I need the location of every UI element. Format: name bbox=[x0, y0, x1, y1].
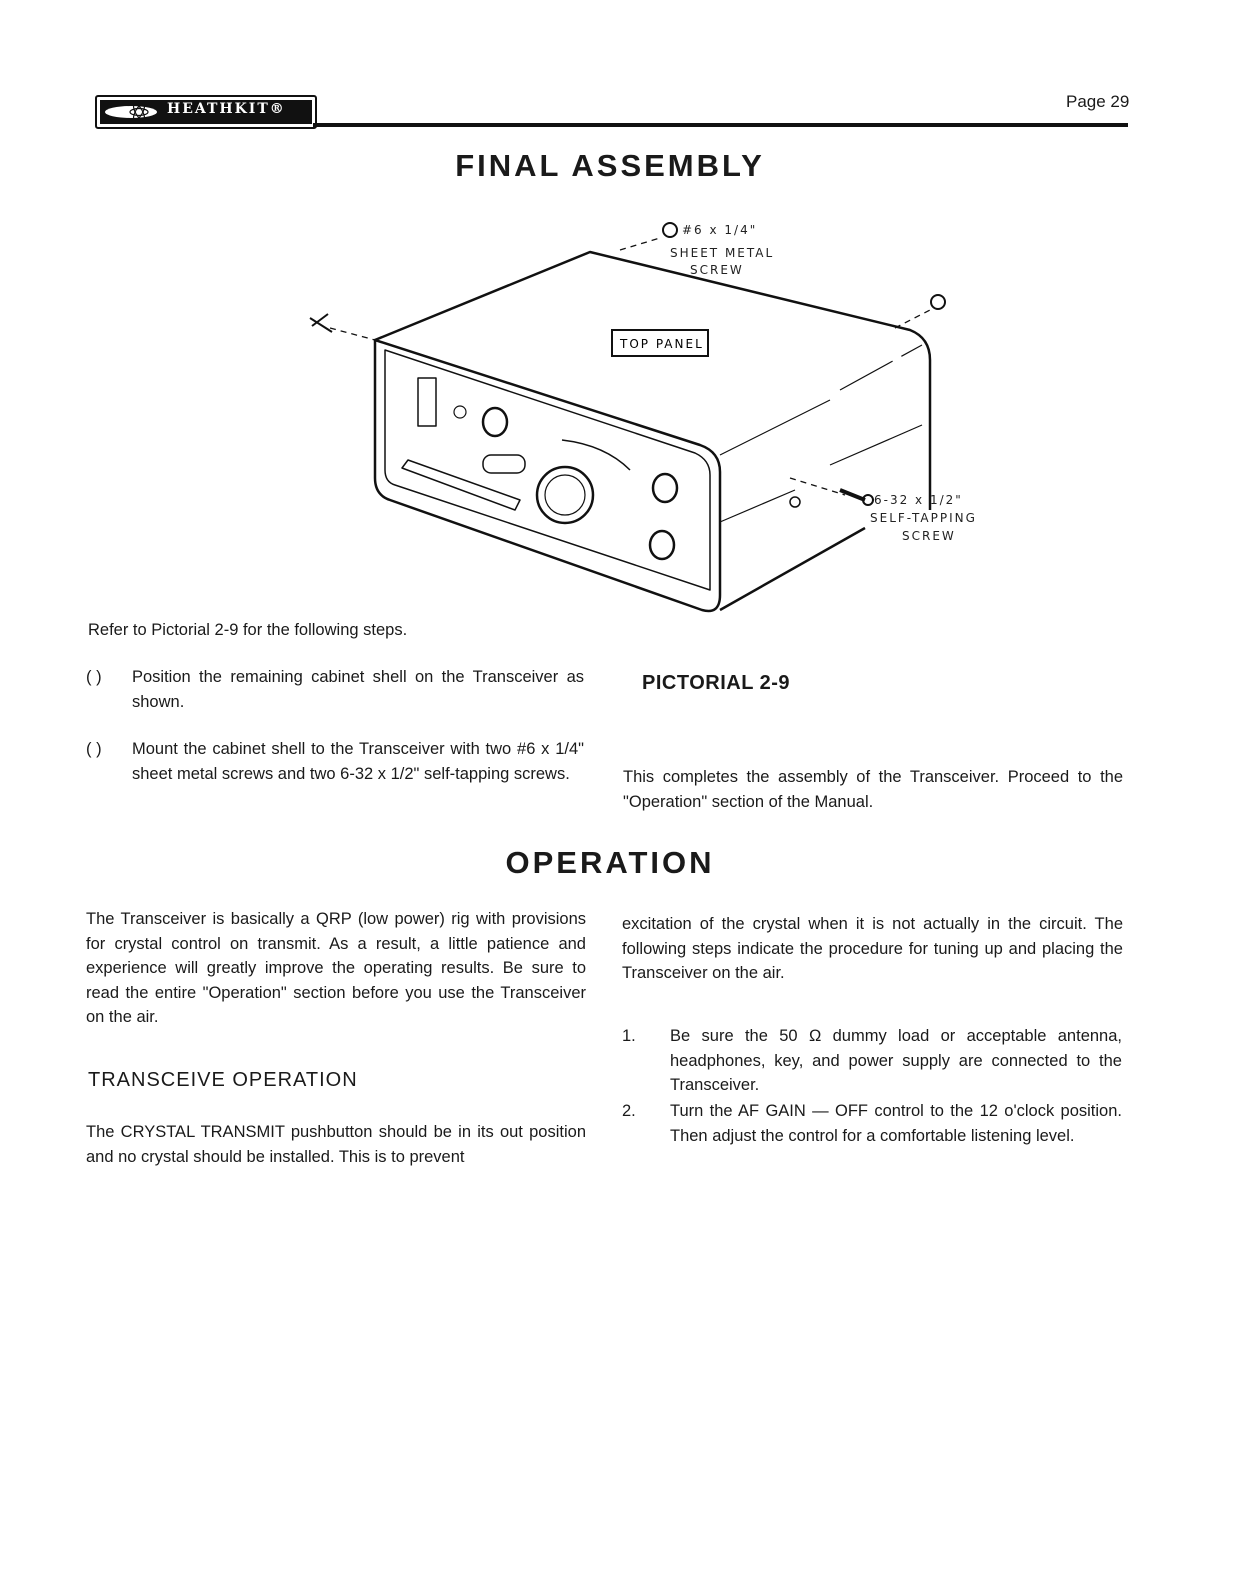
screw2-type-label: SELF-TAPPING bbox=[870, 511, 977, 525]
atom-icon bbox=[103, 103, 163, 121]
screw1-type-label: SHEET METAL bbox=[670, 246, 775, 260]
operation-intro: The Transceiver is basically a QRP (low power) rig with provisions for crystal control on transmit. As a result, a little patience and experience will greatly improve the operating results. Be sure to read the entire "Operation" section before you use the Transceiver on the air. bbox=[86, 910, 586, 1026]
screw1-type-label-2: SCREW bbox=[690, 263, 744, 277]
pictorial-caption: PICTORIAL 2-9 bbox=[642, 672, 791, 694]
page-number: Page 29 bbox=[1066, 92, 1130, 111]
logo-text: HEATHKIT® bbox=[167, 101, 286, 117]
step-checkbox[interactable]: ( ) bbox=[86, 740, 102, 758]
subheading-transceive-operation: TRANSCEIVE OPERATION bbox=[88, 1069, 358, 1091]
screw2-size-label: 6-32 x 1/2" bbox=[874, 493, 963, 507]
screw2-type-label-2: SCREW bbox=[902, 529, 956, 543]
heathkit-logo bbox=[95, 95, 317, 129]
screw-icon bbox=[310, 314, 332, 332]
section-title-operation: OPERATION bbox=[505, 845, 715, 880]
list-number: 1. bbox=[622, 1027, 636, 1045]
step-item[interactable] bbox=[86, 737, 586, 812]
completion-note: This completes the assembly of the Transceiver. Proceed to the "Operation" section of the Manual. bbox=[623, 768, 1123, 811]
pictorial-2-9-illustration bbox=[290, 210, 1010, 630]
list-number: 2. bbox=[622, 1102, 636, 1120]
top-panel-label: TOP PANEL bbox=[620, 337, 704, 351]
list-item bbox=[622, 1024, 1122, 1099]
instructions-intro: Refer to Pictorial 2-9 for the following steps. bbox=[88, 621, 408, 639]
header-rule bbox=[313, 123, 1128, 127]
transceive-paragraph: The CRYSTAL TRANSMIT pushbutton should be in its out position and no crystal should be installed. This is to prevent bbox=[86, 1123, 586, 1166]
section-title-final-assembly: FINAL ASSEMBLY bbox=[455, 148, 765, 183]
list-item bbox=[622, 1099, 1122, 1174]
sheet-metal-screw-icon bbox=[931, 295, 945, 309]
step-item[interactable] bbox=[86, 665, 586, 715]
step-checkbox[interactable]: ( ) bbox=[86, 668, 102, 686]
step-text: Mount the cabinet shell to the Transceiver with two #6 x 1/4" sheet metal screws and two 6-32 x 1/2" self-tapping screws. bbox=[132, 740, 584, 783]
transceive-paragraph-continued: excitation of the crystal when it is not actually in the circuit. The following steps indicate the procedure for tuning up and placing the Transceiver on the air. bbox=[622, 915, 1123, 982]
screw1-size-label: #6 x 1/4" bbox=[682, 223, 758, 237]
list-text: Turn the AF GAIN — OFF control to the 12 o'clock position. Then adjust the control for a comfortable listening level. bbox=[670, 1102, 1122, 1145]
sheet-metal-screw-icon bbox=[663, 223, 677, 237]
list-text: Be sure the 50 Ω dummy load or acceptable antenna, headphones, key, and power supply are connected to the Transceiver. bbox=[670, 1027, 1122, 1094]
step-text: Position the remaining cabinet shell on the Transceiver as shown. bbox=[132, 668, 584, 711]
